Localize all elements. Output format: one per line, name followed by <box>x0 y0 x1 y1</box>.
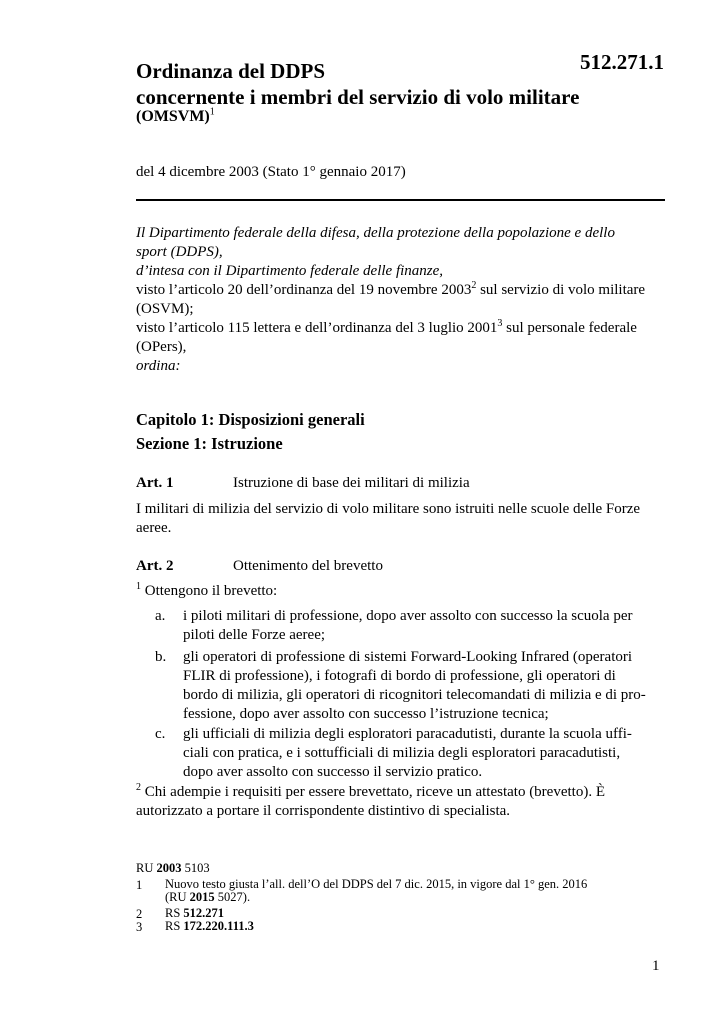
article-1-text <box>136 500 665 538</box>
abbreviation <box>136 108 215 126</box>
list-item-text <box>183 725 665 782</box>
footnote-number: 1 <box>136 878 143 892</box>
preamble-line <box>136 319 666 338</box>
footnote-text <box>165 878 665 904</box>
paragraph-2 <box>136 783 665 821</box>
footnote-ref-2[interactable]: 2 <box>471 280 477 291</box>
text-line: I militari di milizia del servizio di volo militare sono istruiti nelle scuole delle Forze <box>136 501 641 517</box>
preamble-line: d’intesa con il Dipartimento federale delle finanze, <box>136 263 444 279</box>
document-title <box>136 58 579 110</box>
paragraph-1 <box>136 582 665 601</box>
sr-number: 512.271.1 <box>580 50 664 74</box>
section-title: Sezione 1: Istruzione <box>136 434 283 453</box>
text-line: gli operatori di professione di sistemi Forward-Looking Infrared (operatori <box>183 649 633 665</box>
ru-year: 2003 <box>156 861 182 875</box>
text-line <box>136 783 665 802</box>
list-item-text <box>183 607 665 645</box>
chapter-title: Capitolo 1: Disposizioni generali <box>136 410 365 429</box>
footnote-ref-3[interactable]: 3 <box>497 318 503 329</box>
ru-prefix: RU <box>136 861 157 875</box>
rs-link[interactable]: 512.271 <box>183 906 225 920</box>
preamble <box>136 224 666 376</box>
text-line: fessione, dopo aver assolto con successo l’istruzione tecnica; <box>183 706 549 722</box>
text-line: FLIR di professione), i fotografi di bordo di professione, gli operatori di <box>183 668 616 684</box>
text-fragment: RS <box>165 919 184 933</box>
text-line: aeree. <box>136 520 172 536</box>
list-item-label: b. <box>155 649 167 665</box>
preamble-text: visto l’articolo 115 lettera e dell’ordinanza del 3 luglio 2001 <box>136 320 498 336</box>
footnote-number: 3 <box>136 920 143 934</box>
footnote-number: 2 <box>136 907 143 921</box>
date-status-line: del 4 dicembre 2003 (Stato 1° gennaio 2017) <box>136 164 406 180</box>
preamble-text: visto l’articolo 20 dell’ordinanza del 19 novembre 2003 <box>136 282 472 298</box>
ru-reference <box>136 862 210 875</box>
list-item-label: c. <box>155 726 166 742</box>
abbreviation-text: (OMSVM) <box>136 108 210 125</box>
paragraph-number: 2 <box>136 782 141 793</box>
preamble-line: (OSVM); <box>136 301 194 317</box>
text-line: i piloti militari di professione, dopo aver assolto con successo la scuola per <box>183 608 633 624</box>
paragraph-number: 1 <box>136 581 141 592</box>
text-line <box>165 891 665 904</box>
title-line-1: Ordinanza del DDPS <box>136 59 326 83</box>
text-line: bordo di milizia, gli operatori di ricognitori telecomandati di milizia e di pro- <box>183 687 646 703</box>
text-line: autorizzato a portare il corrispondente distintivo di specialista. <box>136 803 511 819</box>
preamble-line: Il Dipartimento federale della difesa, della protezione della popolazione e dello <box>136 225 615 241</box>
text-line: piloti delle Forze aeree; <box>183 627 326 643</box>
footnote-ref-1[interactable]: 1 <box>209 106 215 118</box>
ru-page: 5103 <box>181 861 210 875</box>
preamble-line <box>136 281 666 300</box>
article-title: Ottenimento del brevetto <box>233 558 383 574</box>
rs-link[interactable]: 172.220.111.3 <box>183 919 254 933</box>
chapter-heading <box>136 408 365 456</box>
paragraph-text: Chi adempie i requisiti per essere brevettato, riceve un attestato (brevetto). È <box>141 784 605 800</box>
preamble-text: sul servizio di volo militare <box>476 282 646 298</box>
text-fragment: (RU <box>165 890 190 904</box>
list-item-label: a. <box>155 608 166 624</box>
article-number: Art. 1 <box>136 475 174 491</box>
footnote-text <box>165 920 665 933</box>
text-fragment: RS <box>165 906 184 920</box>
horizontal-rule <box>136 199 665 201</box>
preamble-line: ordina: <box>136 358 181 374</box>
text-line: dopo aver assolto con successo il servizio pratico. <box>183 764 483 780</box>
preamble-line: sport (DDPS), <box>136 244 223 260</box>
preamble-line: (OPers), <box>136 339 187 355</box>
text-line: Nuovo testo giusta l’all. dell’O del DDPS del 7 dic. 2015, in vigore dal 1° gen. 2016 <box>165 877 588 891</box>
title-line-2: concernente i membri del servizio di volo militare <box>136 85 580 109</box>
text-line: gli ufficiali di milizia degli esploratori paracadutisti, durante la scuola uffi- <box>183 726 632 742</box>
text-fragment: 5027). <box>214 890 251 904</box>
article-title: Istruzione di base dei militari di milizia <box>233 475 470 491</box>
page-number: 1 <box>652 958 660 974</box>
article-number: Art. 2 <box>136 558 174 574</box>
list-item-text <box>183 648 665 724</box>
preamble-text: sul personale federale <box>502 320 637 336</box>
text-fragment: 2015 <box>189 890 215 904</box>
text-line: ciali con pratica, e i sottufficiali di milizia degli esploratori paracadutisti, <box>183 745 621 761</box>
paragraph-text: Ottengono il brevetto: <box>141 583 278 599</box>
